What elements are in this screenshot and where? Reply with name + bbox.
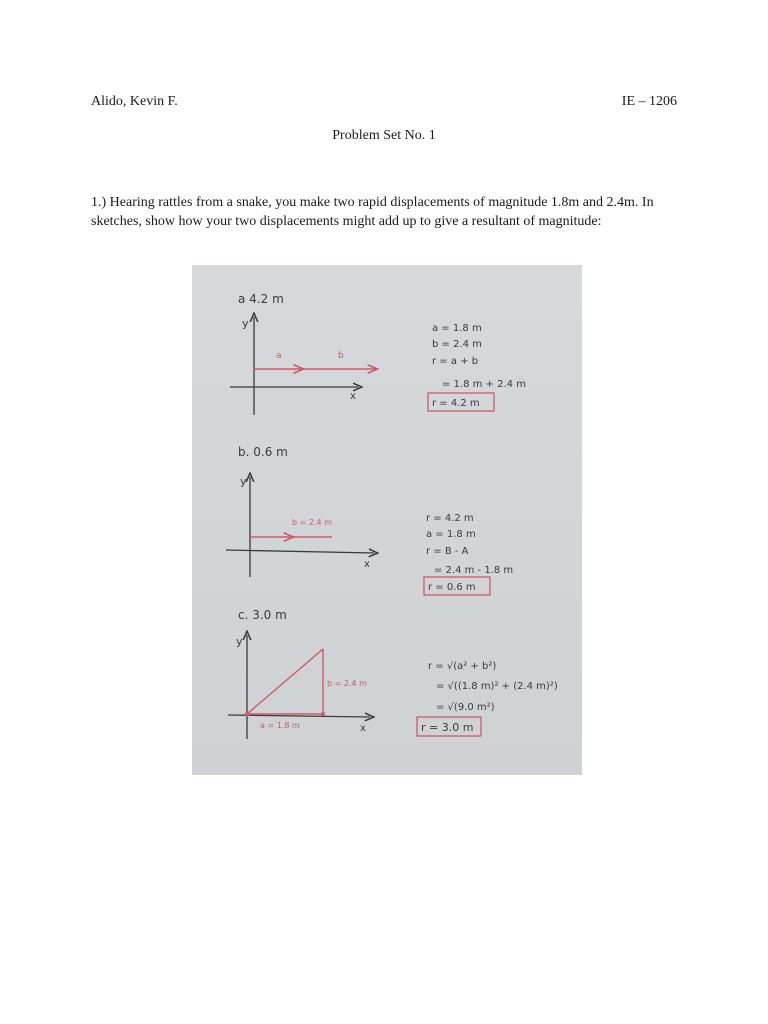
part-c-work-2: = √((1.8 m)² + (2.4 m)²) [436, 681, 558, 692]
part-c-work-3: = √(9.0 m²) [436, 702, 495, 713]
part-c-y-label: y [236, 635, 243, 648]
author-name: Alido, Kevin F. [91, 94, 178, 109]
part-b-x-axis [226, 550, 374, 553]
part-c-x-axis [228, 715, 370, 717]
part-b-answer: r = 0.6 m [428, 582, 476, 593]
part-a-work-4: = 1.8 m + 2.4 m [442, 379, 526, 390]
part-b-vector-label: b = 2.4 m [292, 518, 332, 527]
part-c-resultant [247, 649, 323, 714]
part-c-vector-a-label: a = 1.8 m [260, 721, 300, 730]
course-code: IE – 1206 [621, 94, 677, 109]
part-c-sketch [228, 608, 558, 739]
part-a-work-1: a = 1.8 m [432, 323, 482, 334]
handwritten-solution-photo [192, 265, 582, 775]
part-b-work-3: r = B - A [426, 546, 469, 557]
part-a-work-3: r = a + b [432, 356, 479, 367]
part-a-x-label: x [350, 391, 356, 402]
part-a-heading: a 4.2 m [238, 292, 284, 306]
part-a-answer: r = 4.2 m [432, 398, 480, 409]
part-b-work-2: a = 1.8 m [426, 529, 476, 540]
part-b-work-4: = 2.4 m - 1.8 m [434, 565, 514, 576]
part-c-corner-dot [321, 712, 325, 716]
part-b-heading: b. 0.6 m [238, 445, 288, 459]
part-a-y-label: y [242, 317, 249, 330]
part-c-x-label: x [360, 723, 366, 734]
part-c-origin-dot [245, 712, 249, 716]
part-b-work-1: r = 4.2 m [426, 513, 474, 524]
part-c-heading: c. 3.0 m [238, 608, 287, 622]
part-c-work-1: r = √(a² + b²) [428, 661, 497, 672]
sketch-canvas [192, 265, 582, 775]
part-a-vector-a-label: a [276, 351, 282, 361]
part-c-answer: r = 3.0 m [421, 721, 474, 734]
document-title: Problem Set No. 1 [332, 128, 436, 143]
part-c-vector-b-label: b = 2.4 m [327, 679, 367, 688]
part-a-vector-b-label: b [338, 351, 344, 361]
part-b-x-label: x [364, 559, 370, 570]
part-b-sketch [226, 445, 513, 595]
part-b-y-label: y [240, 475, 247, 488]
problem-statement: 1.) Hearing rattles from a snake, you make two rapid displacements of magnitude 1.8m and 2.4m. In sketches, show how your two displacements might add up to give a resultant of magnitude: [91, 195, 654, 229]
part-a-work-2: b = 2.4 m [432, 339, 482, 350]
part-a-sketch [230, 292, 526, 415]
